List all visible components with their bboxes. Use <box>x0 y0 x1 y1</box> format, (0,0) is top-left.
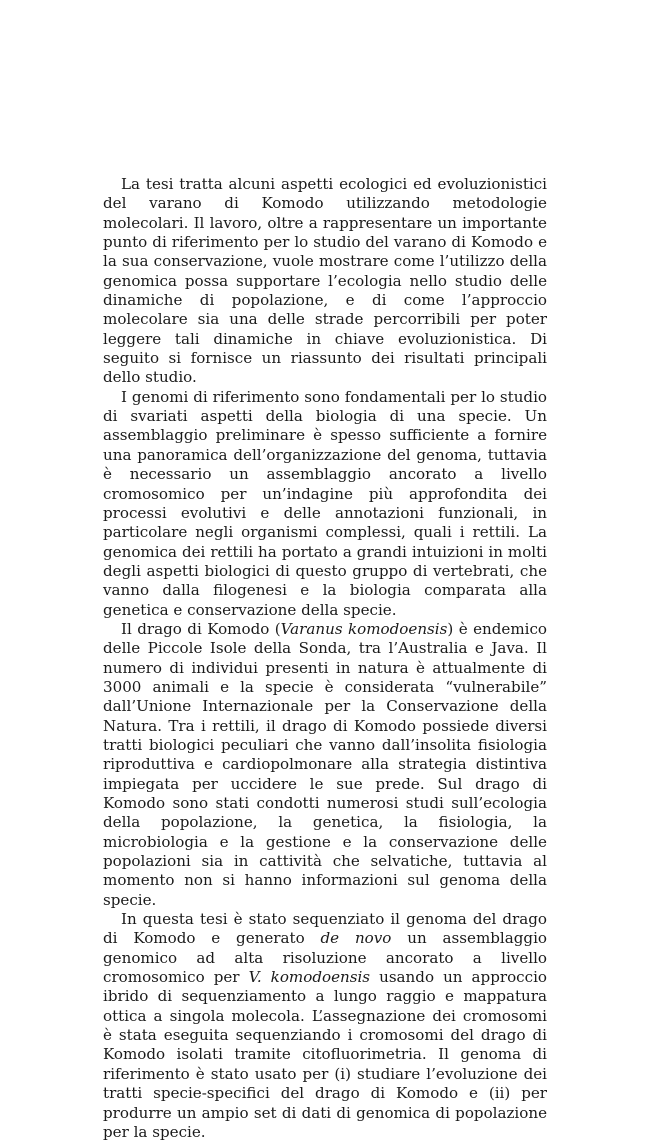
paragraph-text: un assemblaggio genomico ad alta risoluzione ancorato a livello cromosomico per <box>103 929 547 987</box>
species-name-italic: Varanus komodoensis <box>280 619 448 638</box>
paragraph-reference-genomes <box>103 388 547 620</box>
paragraph-text: I genomi di riferimento sono fondamentali per lo studio di svariati aspetti della biologia di una specie. Un assemblaggio preliminare è spesso sufficiente a fornire una panoramica dell’organizzazione del genoma, tuttavia è necessario un assemblaggio ancorato a livello cromosomico per un’indagine più approfondita dei processi evolutivi e delle annotazioni funzionali, in particolare negli organismi complessi, quali i rettili. La genomica dei rettili ha portato a grandi intuizioni in molti degli aspetti biologici di questo gruppo di vertebrati, che vanno dalla filogenesi e la biologia comparata alla genetica e conservazione della specie. <box>103 387 547 619</box>
paragraph-komodo-dragon <box>103 620 547 910</box>
de-novo-italic: de novo <box>320 929 392 948</box>
paragraph-intro <box>103 175 547 388</box>
species-abbrev-italic: V. komodoensis <box>248 968 371 987</box>
paragraph-text: Il drago di Komodo ( <box>121 619 281 638</box>
paragraph-thesis-genome <box>103 910 547 1142</box>
paragraph-text: usando un approccio ibrido di sequenziamento a lungo raggio e mappatura ottica a singola molecola. L’assegnazione dei cromosomi è stata eseguita sequenziando i cromosomi del drago di Komodo isolati tramite citofluorimetria. Il genoma di riferimento è stato usato per (i) studiare l’evoluzione dei tratti specie-specifici del drago di Komodo e (ii) per produrre un ampio set di dati di genomica di popolazione per la specie. <box>103 968 548 1141</box>
paragraph-text: La tesi tratta alcuni aspetti ecologici ed evoluzionistici del varano di Komodo utilizzando metodologie molecolari. Il lavoro, oltre a rappresentare un importante punto di riferimento per lo studio del varano di Komodo e la sua conservazione, vuole mostrare come l’utilizzo della genomica possa supportare l’ecologia nello studio delle dinamiche di popolazione, e di come l’approccio molecolare sia una delle strade percorribili per poter leggere tali dinamiche in chiave evoluzionistica. Di seguito si fornisce un riassunto dei risultati principali dello studio. <box>103 175 547 387</box>
paragraph-text: ) è endemico delle Piccole Isole della Sonda, tra l’Australia e Java. Il numero di individui presenti in natura è attualmente di 3000 animali e la specie è considerata “vulnerabile” dall’Unione Internazionale per la Conservazione della Natura. Tra i rettili, il drago di Komodo possiede diversi tratti biologici peculiari che vanno dall’insolita fisiologia riproduttiva e cardiopolmonare alla strategia distintiva impiegata per uccidere le sue prede. Sul drago di Komodo sono stati condotti numerosi studi sull’ecologia della popolazione, la genetica, la fisiologia, la microbiologia e la gestione e la conservazione delle popolazioni sia in cattività che selvatiche, tuttavia al momento non si hanno informazioni sul genoma della specie. <box>103 619 547 909</box>
paragraph-text: In questa tesi è stato sequenziato il genoma del drago di Komodo e generato <box>103 910 547 948</box>
body-text <box>103 175 547 1142</box>
